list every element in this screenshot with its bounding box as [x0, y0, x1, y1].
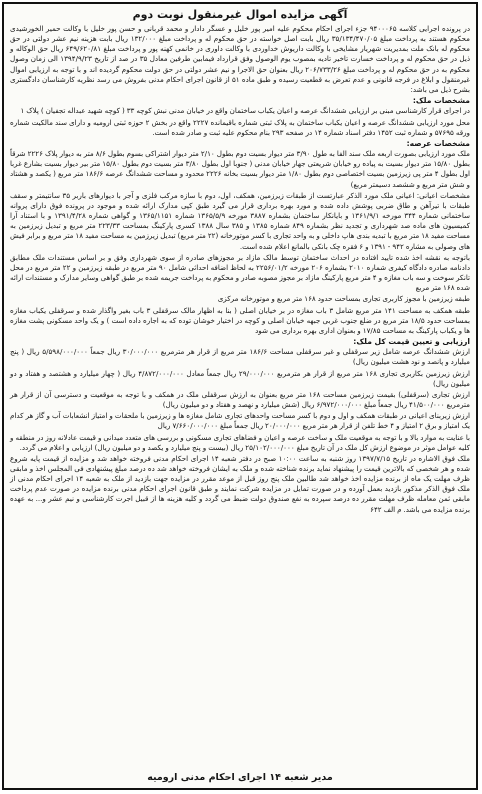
subheading-property: مشخصات ملک: [412, 96, 470, 106]
notice-paragraph-order: در اجرای قرار کارشناسی مبنی بر ارزیابی ششدانگ عرصه و اعیان یکباب ساختمان واقع در خیابان مدنی نبش کوچه ۳۳ ( کوچه شهید عبداله تجفیان ) پلاک ۱ [20, 106, 470, 116]
notice-paragraph-registration: محل مورد ارزیابی ششدانگ عرصه و اعیان یکباب ساختمان به پلاک ثبتی شماره باقیمانده ۲۲۲۷ واقع در بخش ۲ حوزه ثبتی ارومیه و دارای سند مالکیت شماره ورقه ۵۷۶۹۵ و شماره ثبت ۱۴۵۲ دفتر اسناد شماره ۱۴ در صفحه ۲۹۳ بنام محکوم علیه ثبت و صادر شده است. [10, 117, 470, 137]
auction-notice [2, 2, 478, 790]
notice-paragraph-case: در پرونده اجرایی کلاسه ۹۴۰۰۰۶۵ جزء اجرای احکام محکوم علیه امیر پور خلیل و عسگر دادار و محمد قربانی و حسن پور خلیل با وکالت حمیر الخورشیدی محکوم هستند به پرداخت مبلغ ۳۵/۱۳۴/۴۷۰/۰۵ ریال بابت اصل خواسته در حق محکوم له و پرداخت مبلغ ۱۳۲/۰۰۰ ریال بابت هزینه نیم عشر دولتی در حق محکوم له بانک ملت بمدیریت شهریار مشایخی با وکالت داریوش خداوردی با وکالت داوری در خانمی کهنه پور و پرداخت مبلغ ۶۴۹/۶۲۰/۸۱ ریال حق الوکاله و ذیل در حق محکوم له و پرداخت خسارت تاخیر تادیه بمصوب یوم الوصول وفق قرارداد فیمابین طرفین معادل ۳۵ در صد از تاریخ ۱۳۹۴/۹/۲۳ الی زمان وصول محکوم به در حق محکوم له و پرداخت مبلغ ۲۰۶/۷۳۳/۲۶ ریال بعنوان حق الاجرا و نیم عشر دولتی در حق دولت محکوم گردیده اند و با توجه به ارزیابی اموال غیرمنقول و ابلاغ در فرجه قانونی و عدم تعرض به قطعیت رسیده و طبق ماده ۵۱ از قانون اجرای احکام مدنی بفروش می رسد نظریه کارشناسان دادگستری بشرح ذیل می باشد: [10, 24, 471, 94]
notice-paragraph-building: مشخصات اعیانی: اعیانی ملک مورد الذکر عبارتست از طبقات زیرزمین، همکف، اول، دوم با سازه مرکب فلزی و آجر با دیوارهای باربر ۳۵ سانتیمتر و سقف طبقات با تیرآهن و طاق ضربی پوشش داده شده و مورد بهره برداری قرار می گیرد طبق کپی مدارک ارائه شده و موجود در پرونده فوق دارای پروانه ساختمانی شماره ۳۴۴ مورخه ۱۳۶۱/۹/۱ و بایانکار ساختمان بشماره ۳۸۸۷ مورخه ۱۳۶۵/۵/۹ شماره ۱۳۶۵/۱۱۵۱ و گواهی شماره ۱۳۹۱/۴/۲۸ و با استناد آرا کمیسیون های ماده صد شهرداری و تجدید نظر بشماره ۸۴۹ شماره ۱۳۸۵ و ۳۸۵ سال ۱۳۸۸ کسری پارکینگ بمساحت ۲۲۳/۳۳ متر مربع و تبدیل زیرزمین به مساحت مفید ۱۸ متر مربع با تبدیه بندی هاپ داخلی و به واحد تجاری با کسر موتورخانه (۲۲ متر مربع) تبدیل زیرزمین به مساحت مفید ۱۸ متر مربع و برابر فیش های وصولی به مشاره ۹۴۲ - ۱۳۹۱ و ۶ فقره چک بانکی بالمانع اعلام شده است. [10, 190, 471, 251]
notice-title: آگهی مزایده اموال غیرمنقول نوبت دوم [132, 8, 348, 21]
subheading-boundaries: مشخصات عرصه: [406, 138, 470, 148]
notice-paragraph-basement-value: ارزش زیرزمین بکاربری تجاری ۱۶۸ متر مربع از قرار هر مترمربع ۲۹/۰۰۰/۰۰۰ ریال جمعاً معادل ۴/۸۷۲/۰۰۰/۰۰۰ ریال ( چهار میلیارد و هشتصد و هفتاد و دو میلیون ریال) [10, 368, 471, 388]
notice-paragraph-land-value: ارزش ششدانگ عرصه شامل زیر سرقفلی و غیر سرقفلی مساحت ۱۸۶/۶ متر مربع از قرار هر مترمربع ۳۰/۰۰۰/۰۰۰ ریال جمعاً ۵/۵۹۸/۰۰۰/۰۰۰ ریال ( پنج میلیارد و پانصد و نود هشت میلیون ریال) [10, 347, 471, 367]
notice-paragraph-boundaries: ملک مورد ارزیابی بصورت اربعه ملک سند الفا به طول ۳/۹۰ متر دیوار بسیت دوم بطول ۲/۱۰ متر دیوار اشتراکی بسوم بطول ۸/۶ متر به دیوار پلاک ۲۲۲۶ شرقاً بطول ۱۵/۸۰ متر دیوار بسیت به پیاده رو خیابان شریعتی جهار خیابان مدنی ( جنوبا اول بطول ۳/۸۰ متر بسیت دوم بطول ۱۵/۸۰ متر بیر دیوار بسیت بشارع غربا اول بطول ۴ متر پی زیرزمین بسیت اختصاصی دوم بطول ۱/۸۰ متر دیوار بسیت بخانه ۲۲۲۶ محدود و مساحت ششدانگ عرصه ۱۸۶/۶ متر مربع ( یکصد و هشتاد و شش متر مربع و ششصد دسیمتر مربع) [10, 149, 470, 189]
notice-paragraph-groundfloor: طبقه همکف به مساحت ۱۴۱ متر مربع شامل ۳ باب مغازه در بر خیابان اصلی ( بنا به اظهار مالک سرقفلی ۳ باب بغیر واگذار شده و سرقفلی یکباب مغازه بمساحت حدود ۱۸/۵ متر مربع در ضلع جنوب غربی جبهه خیابان اصلی و کوچه در اختیار خوشان توده که به اجاره داده است ) و یک واحد مسکونی پشت مغازه ها و یکباب پارکینگ به مساحت ۱۷/۸۵ و بعنوان اداری بهره برداری می شود [10, 305, 470, 335]
notice-paragraph-goodwill-value: ارزش تجاری (سرقفلی) بقیمت زیرزمین مساحت ۱۶۸ متر مربع بعنوان به ارزش سرقفلی ملک در همکف و با توجه به موقعیت و دسترسی آن از قرار هر مترمربع ۴۱/۵۰۰/۰۰۰ ریال جمعاً مبلغ ۶/۹۷۲/۰۰۰/۰۰۰ ریال (شش میلیارد و نهصد و هفتاد و دو میلیون ریال) [10, 389, 470, 410]
notice-heading-valuation: ارزیابی و تعیین قیمت کل ملک: [353, 336, 470, 346]
notice-paragraph-total-value: با عنایت به موارد بالا و با توجه به موقعیت ملک و ساخت عرصه و اعیان و فضاهای تجاری مسکونی و بررسی های متعدد میدانی و قیمت عادلانه روز در منطقه و کلیه عوامل موثر در موضوع ارزش کل ملک در آن تاریخ مبلغ ۲۵/۱۰۲/۰۰۰/۰۰۰ ریال (بیست و پنج میلیارد و یکصد و دو میلیون ریال) ارزیابی و اعلام می گردد. [10, 432, 470, 452]
notice-paragraph-basement: طبقه زیرزمین با مجوز کاربری تجاری بمساحت حدود ۱۶۸ متر مربع و موتورخانه مرکزی [217, 294, 470, 304]
notice-signature: مدیر شعبه ۱۴ اجرای احکام مدنی ارومیه [147, 772, 333, 783]
notice-paragraph-floors-value: ارزش زیربنای اعیانی در طبقات همکف و اول و دوم با کسر مساحت واحدهای تجاری شامل مغازه ها و زیرزمین با ملحقات و امتیاز انشعابات آب و گاز هر کدام یک امتیاز و برق ۲ امتیاز و ۴ خط تلفن از قرار هر متر مربع ۲۰/۰۰۰/۰۰۰ ریال جمعاً مبلغ ۷/۶۶۰/۰۰۰/۰۰۰ ریال [10, 411, 470, 431]
notice-paragraph-auction-terms: ملک فوق الاشاره در تاریخ ۱۳۹۷/۷/۱۵ روز شنبه به ساعت ۱۰:۰۰ صبح در دفتر شعبه ۱۴ اجرای احکام مدنی فروخته خواهد شد و مزایده از قیمت پایه شروع شده و هر شخصی که بالاترین قیمت را پیشنهاد نماید برنده شناخته شده و ملک به ایشان فروخته خواهد شد ده درصد مبلغ پیشنهادی فی المجلس اخذ و مابقی ظرف مهلت یک ماه از برنده مزایده اخذ خواهد شد طالبین ملک پنج روز قبل از موعد مقرر در مزایده جهت بازدید از ملک به شعبه ۱۴ اجرای احکام مدنی از ملک فوق الذکر مذکور بازدید بعمل آورده و در صورت تمایل در مزایده شرکت نمایند و طبق قانون اجرای احکام مدنی برنده مزایده در صورت عدم پرداخت مابقی ثمن معامله ظرف مهلت مقرر ده درصد سپرده به نفع صندوق دولت ضبط می گردد و کلیه هزینه ها از قبیل اجرت کارشناسی و نیم عشر و... به عهده برنده مزایده می باشد. م الف ۶۴۲ [10, 453, 470, 514]
notice-paragraph-violations: باتوجه به نقشه اخذ شده تایید افتاده در احداث ساختمان توسط مالک مازاد بر مجوزهای صادره از سوی شهرداری وفق و بر اساس مستندات ملک مطابق دادنامه صادره دادگاه کیفری شماره ۲۰۱۰ بشماره ۲۰۶ مورخه ۲۲۵۶/۰۱/۲ به لحاظ اضافه احداثی شامل ۹۰ متر مربع در طبقه زیرزمین و ۲۲ متر مربع در محل تانکر سوخت و سه باب مغازه و ۴ متر مربع پارکینگ مازاد بر مجوز مصوبه صادر و محکوم به پرداخت جریمه شده بر طبق گواهی وسایر مدارک و مستندات ارائه شده ۱۶۸ متر مربع [10, 252, 471, 293]
